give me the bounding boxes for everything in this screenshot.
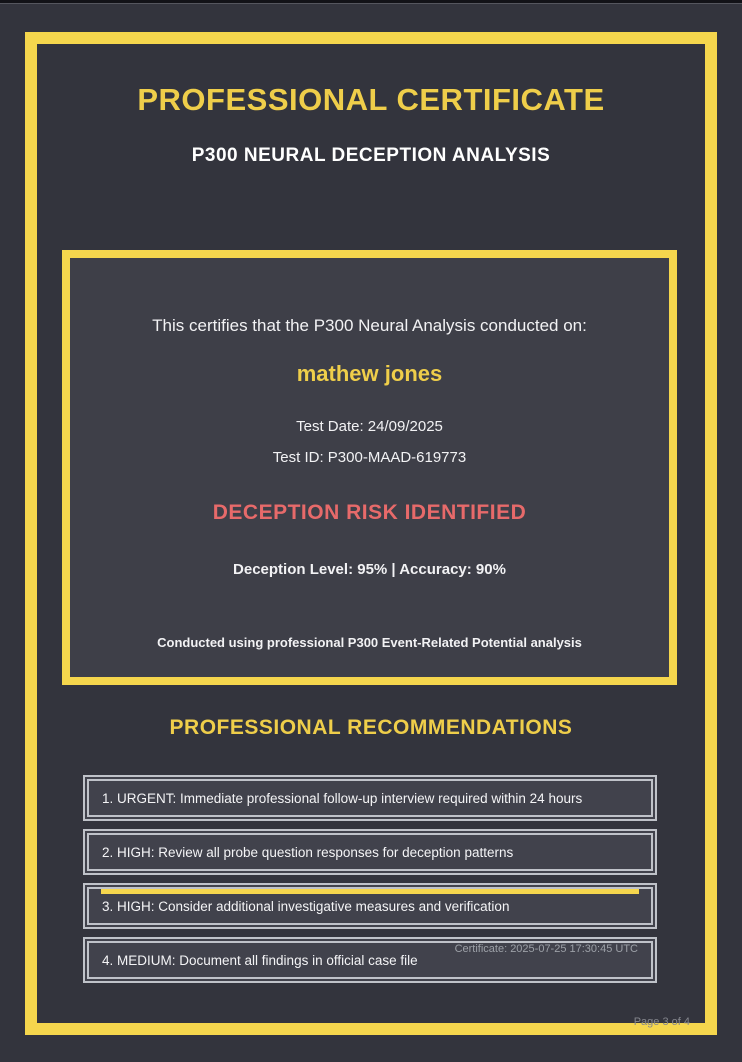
yellow-accent-bar xyxy=(101,889,639,894)
certificate-panel xyxy=(62,250,677,685)
recommendation-text: 3. HIGH: Consider additional investigative measures and verification xyxy=(102,898,510,914)
test-date: Test Date: 24/09/2025 xyxy=(296,418,443,435)
top-hairline-divider xyxy=(0,3,742,4)
page-subtitle: P300 NEURAL DECEPTION ANALYSIS xyxy=(191,145,551,166)
test-id: Test ID: P300-MAAD-619773 xyxy=(272,449,467,466)
recommendations-heading: PROFESSIONAL RECOMMENDATIONS xyxy=(169,716,573,739)
recommendations-list xyxy=(83,775,657,991)
page-number: Page 3 of 4 xyxy=(633,1016,690,1028)
certify-intro-text: This certifies that the P300 Neural Analysis conducted on: xyxy=(152,316,587,335)
deception-metrics: Deception Level: 95% | Accuracy: 90% xyxy=(233,561,506,578)
deception-risk-title: DECEPTION RISK IDENTIFIED xyxy=(212,501,527,524)
method-note: Conducted using professional P300 Event-Related Potential analysis xyxy=(157,635,582,650)
recommendation-text: 1. URGENT: Immediate professional follow-up interview required within 24 hours xyxy=(102,790,583,806)
recommendation-text: 2. HIGH: Review all probe question responses for deception patterns xyxy=(102,844,514,860)
page-title: PROFESSIONAL CERTIFICATE xyxy=(137,82,605,117)
recommendation-text: 4. MEDIUM: Document all findings in official case file xyxy=(102,952,418,968)
recommendation-item-1 xyxy=(83,775,657,821)
certificate-timestamp: Certificate: 2025-07-25 17:30:45 UTC xyxy=(454,943,638,955)
recommendation-item-3 xyxy=(83,883,657,929)
subject-name: mathew jones xyxy=(296,361,443,386)
recommendation-item-2 xyxy=(83,829,657,875)
